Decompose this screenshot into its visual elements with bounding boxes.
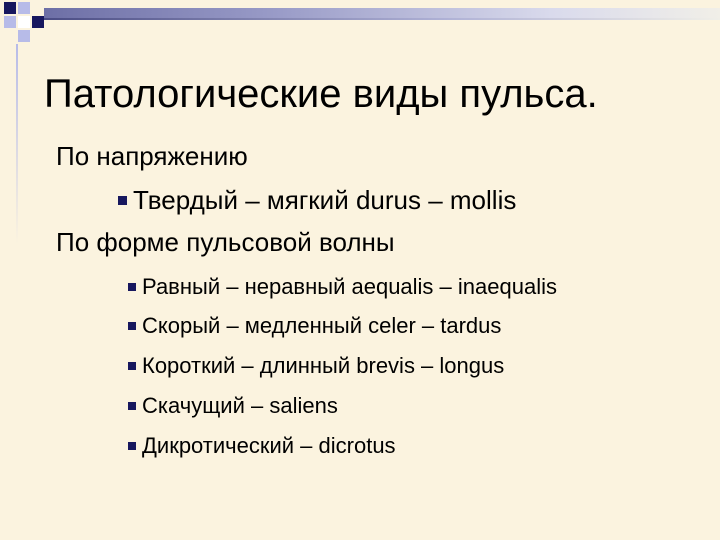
square-bullet-icon xyxy=(128,362,136,370)
list-item xyxy=(118,184,516,216)
decor-top-gradient-bar xyxy=(44,8,720,18)
list-item-text: Равный – неравный aequalis – inaequalis xyxy=(142,274,557,299)
list-item xyxy=(128,312,501,340)
decor-square-dark xyxy=(4,2,16,14)
list-item-text: Скачущий – saliens xyxy=(142,393,338,418)
decor-square-light xyxy=(18,30,30,42)
square-bullet-icon xyxy=(128,322,136,330)
decor-left-strip xyxy=(16,44,18,244)
section-heading-waveform: По форме пульсовой волны xyxy=(56,227,395,257)
list-item-text: Твердый – мягкий durus – mollis xyxy=(133,185,517,215)
decor-top-gradient-edge xyxy=(44,18,720,20)
square-bullet-icon xyxy=(128,283,136,291)
list-item xyxy=(128,352,504,380)
list-item xyxy=(128,392,338,420)
decor-square-dark xyxy=(32,16,44,28)
square-bullet-icon xyxy=(128,402,136,410)
slide-title: Патологические виды пульса. xyxy=(44,72,598,116)
list-item-text: Скорый – медленный celer – tardus xyxy=(142,313,502,338)
decor-square-light xyxy=(18,2,30,14)
list-item xyxy=(128,273,557,301)
list-item xyxy=(128,432,396,460)
decor-square-white xyxy=(18,16,30,28)
list-item-text: Дикротический – dicrotus xyxy=(142,433,396,458)
square-bullet-icon xyxy=(128,442,136,450)
list-item-text: Короткий – длинный brevis – longus xyxy=(142,353,505,378)
decor-square-light xyxy=(4,16,16,28)
square-bullet-icon xyxy=(118,196,127,205)
section-heading-tension: По напряжению xyxy=(56,141,248,171)
